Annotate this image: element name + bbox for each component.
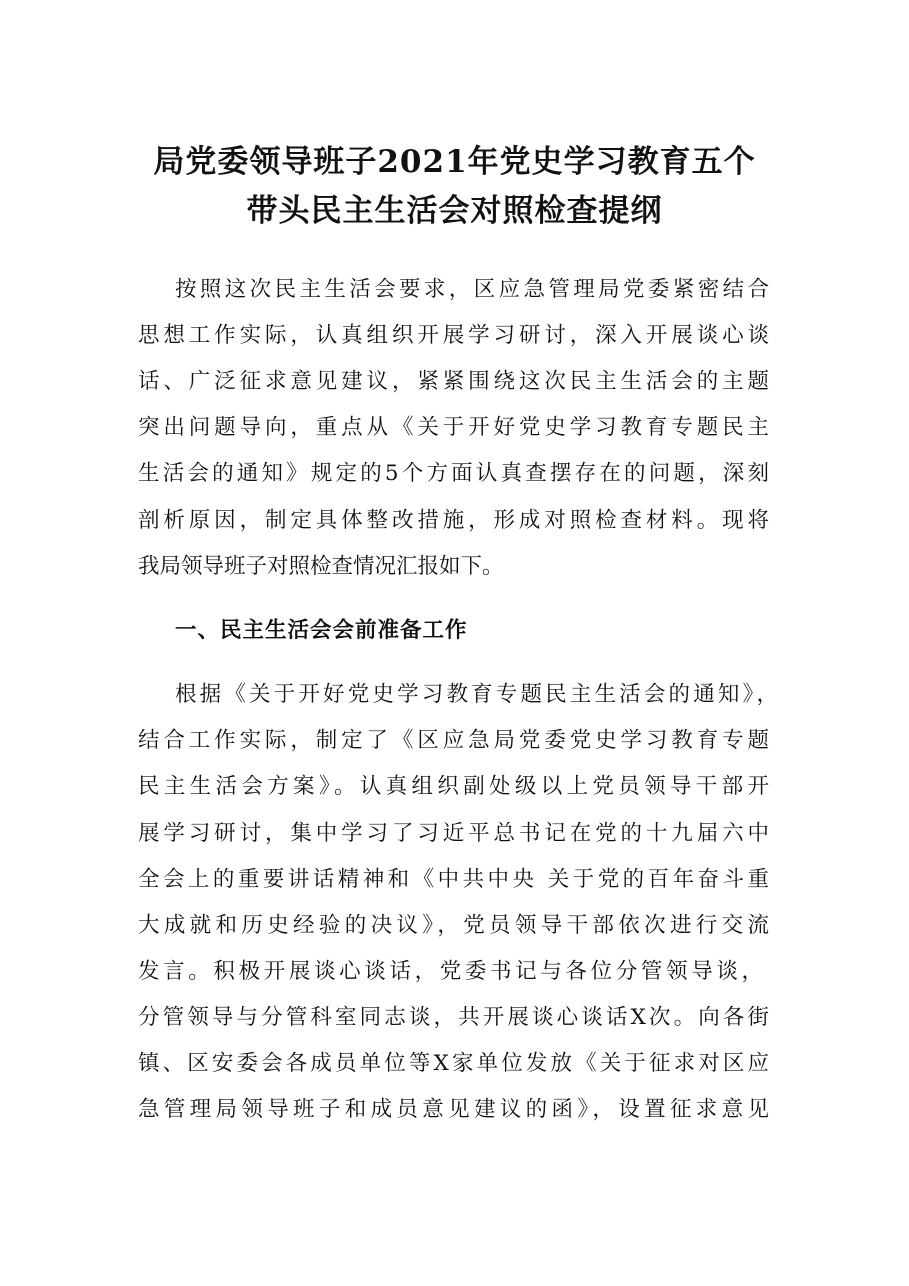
paragraph-2-line: 分管领导与分管科室同志谈，共开展谈心谈话X次。向各街 xyxy=(138,1005,769,1030)
paragraph-1-line: 突出问题导向，重点从《关于开好党史学习教育专题民主 xyxy=(138,415,769,440)
paragraph-2-line: 展学习研讨，集中学习了习近平总书记在党的十九届六中 xyxy=(138,821,769,846)
document-title-line-1: 局党委领导班子2021年党史学习教育五个 xyxy=(153,144,756,180)
paragraph-2-line: 民主生活会方案》。认真组织副处级以上党员领导干部开 xyxy=(138,774,769,799)
paragraph-1-line: 思想工作实际，认真组织开展学习研讨，深入开展谈心谈 xyxy=(138,323,769,348)
paragraph-1-line: 话、广泛征求意见建议，紧紧围绕这次民主生活会的主题 xyxy=(138,369,769,394)
document-title-line-2: 带头民主生活会对照检查提纲 xyxy=(246,193,663,229)
paragraph-1-line: 剖析原因，制定具体整改措施，形成对照检查材料。现将 xyxy=(138,508,769,533)
paragraph-2-line: 大成就和历史经验的决议》，党员领导干部依次进行交流 xyxy=(138,913,769,938)
paragraph-2-line: 急管理局领导班子和成员意见建议的函》，设置征求意见 xyxy=(138,1097,769,1122)
paragraph-1-line: 我局领导班子对照检查情况汇报如下。 xyxy=(138,554,504,579)
paragraph-1-line: 按照这次民主生活会要求，区应急管理局党委紧密结合 xyxy=(175,277,769,302)
paragraph-2-line: 根据《关于开好党史学习教育专题民主生活会的通知》， xyxy=(175,682,778,707)
paragraph-2-line: 结合工作实际，制定了《区应急局党委党史学习教育专题 xyxy=(138,728,769,753)
section-1-heading: 一、民主生活会会前准备工作 xyxy=(175,618,468,643)
paragraph-2-line: 发言。积极开展谈心谈话，党委书记与各位分管领导谈， xyxy=(138,959,763,984)
paragraph-2-line: 全会上的重要讲话精神和《中共中央 关于党的百年奋斗重 xyxy=(138,867,769,892)
paragraph-2-line: 镇、区安委会各成员单位等X家单位发放《关于征求对区应 xyxy=(138,1051,769,1076)
paragraph-1-line: 生活会的通知》规定的5个方面认真查摆存在的问题，深刻 xyxy=(138,461,769,486)
